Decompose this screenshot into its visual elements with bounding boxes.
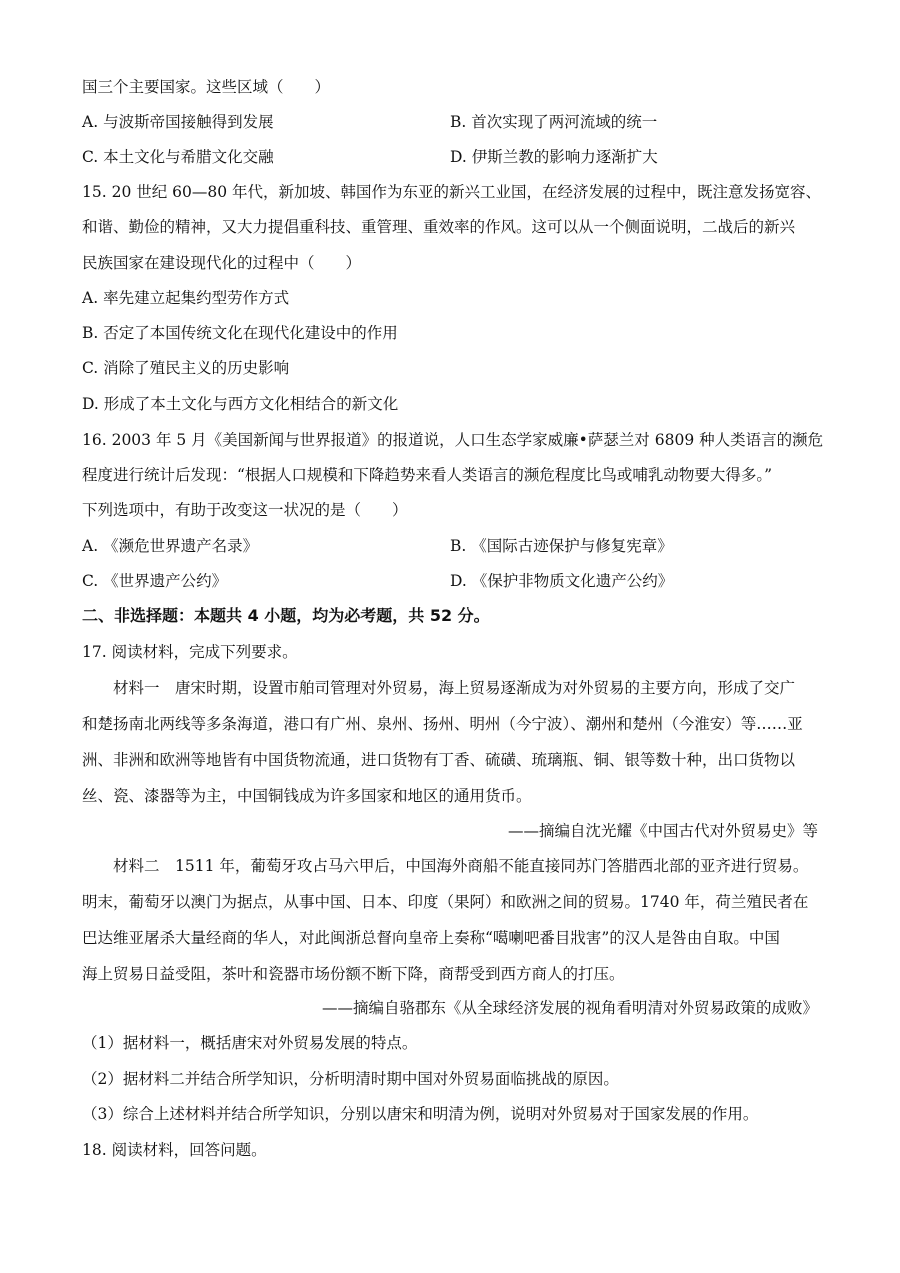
q14-option-a [82,112,274,132]
material-line: 海上贸易日益受阻，茶叶和瓷器市场份额不断下降，商帮受到西方商人的打压。 [82,965,625,983]
option-text: 《世界遗产公约》 [103,572,228,590]
q17-stem: 17. 阅读材料，完成下列要求。 [82,643,298,661]
section-heading: 二、非选择题：本题共 4 小题，均为必考题，共 52 分。 [82,606,490,625]
q14-option-b [450,112,657,132]
material-line: 明末，葡萄牙以澳门为据点，从事中国、日本、印度（果阿）和欧洲之间的贸易。1740 年，荷兰殖民者在 [82,893,809,911]
option-text: 与波斯帝国接触得到发展 [103,113,274,131]
material-line: 和楚扬南北两线等多条海道，港口有广州、泉州、扬州、明州（今宁波）、潮州和楚州（今淮安）等……亚 [82,715,803,733]
q15-option-d [82,394,398,414]
q15-option-b [82,323,398,343]
q14-stem-tail: 国三个主要国家。这些区域（ ） [82,78,331,96]
option-label: B. [82,324,104,342]
option-text: 首次实现了两河流域的统一 [471,113,658,131]
q16-option-a [82,536,258,556]
option-text: 形成了本土文化与西方文化相结合的新文化 [103,395,399,413]
material-line: 材料二 1511 年，葡萄牙攻占马六甲后，中国海外商船不能直接同苏门答腊西北部的亚齐进行贸易。 [82,857,809,875]
option-text: 《保护非物质文化遗产公约》 [471,572,674,590]
option-label: C. [82,359,104,377]
option-text: 率先建立起集约型劳作方式 [103,289,290,307]
q15-stem-line: 民族国家在建设现代化的过程中（ ） [82,254,362,272]
material-line: 材料一 唐宋时期，设置市舶司管理对外贸易，海上贸易逐渐成为对外贸易的主要方向，形成了交广 [82,679,796,697]
q15-option-c [82,358,289,378]
option-text: 本土文化与希腊文化交融 [103,148,274,166]
option-text: 消除了殖民主义的历史影响 [103,359,290,377]
material-line: 巴达维亚屠杀大量经商的华人，对此闽浙总督向皇帝上奏称“噶喇吧番目戕害”的汉人是咎由自取。中国 [82,929,780,947]
option-label: A. [82,113,104,131]
option-label: A. [82,537,104,555]
q14-option-c [82,147,274,167]
option-label: D. [450,148,472,166]
option-label: B. [450,113,472,131]
q15-stem-line: 15. 20 世纪 60—80 年代，新加坡、韩国作为东亚的新兴工业国，在经济发展的过程中，既注意发扬宽容、 [82,183,822,201]
option-label: D. [450,572,472,590]
q17-sub-question-1: （1）据材料一，概括唐宋对外贸易发展的特点。 [82,1034,418,1052]
material-line: 丝、瓷、漆器等为主，中国铜钱成为许多国家和地区的通用货币。 [82,787,532,805]
q16-stem-line: 16. 2003 年 5 月《美国新闻与世界报道》的报道说，人口生态学家威廉•萨瑟兰对 6809 种人类语言的濒危 [82,431,824,449]
q16-option-d [450,571,673,591]
q15-stem-line: 和谐、勤俭的精神，又大力提倡重科技、重管理、重效率的作风。这可以从一个侧面说明，二战后的新兴 [82,218,796,236]
q17-material-1-source: ——摘编自沈光耀《中国古代对外贸易史》等 [507,822,818,840]
q17-sub-question-3: （3）综合上述材料并结合所学知识，分别以唐宋和明清为例，说明对外贸易对于国家发展的作用。 [82,1105,759,1123]
material-line: 洲、非洲和欧洲等地皆有中国货物流通，进口货物有丁香、硫磺、琉璃瓶、铜、银等数十种，出口货物以 [82,751,796,769]
q14-option-d [450,147,658,167]
option-label: B. [450,537,472,555]
option-text: 否定了本国传统文化在现代化建设中的作用 [103,324,398,342]
option-label: C. [82,148,104,166]
option-text: 伊斯兰教的影响力逐渐扩大 [471,148,658,166]
q16-stem-line: 下列选项中，有助于改变这一状况的是（ ） [82,501,408,519]
option-label: C. [82,572,104,590]
option-text: 《国际古迹保护与修复宪章》 [471,537,673,555]
option-label: D. [82,395,104,413]
q16-option-c [82,571,227,591]
q16-stem-line: 程度进行统计后发现：“根据人口规模和下降趋势来看人类语言的濒危程度比鸟或哺乳动物要大得多。” [82,466,773,484]
q15-option-a [82,288,289,308]
option-label: A. [82,289,104,307]
q17-sub-question-2: （2）据材料二并结合所学知识，分析明清时期中国对外贸易面临挑战的原因。 [82,1070,619,1088]
q17-material-2-source: ——摘编自骆郡东《从全球经济发展的视角看明清对外贸易政策的成败》 [321,999,818,1017]
option-text: 《濒危世界遗产名录》 [103,537,259,555]
q16-option-b [450,536,673,556]
q18-stem: 18. 阅读材料，回答问题。 [82,1141,267,1159]
